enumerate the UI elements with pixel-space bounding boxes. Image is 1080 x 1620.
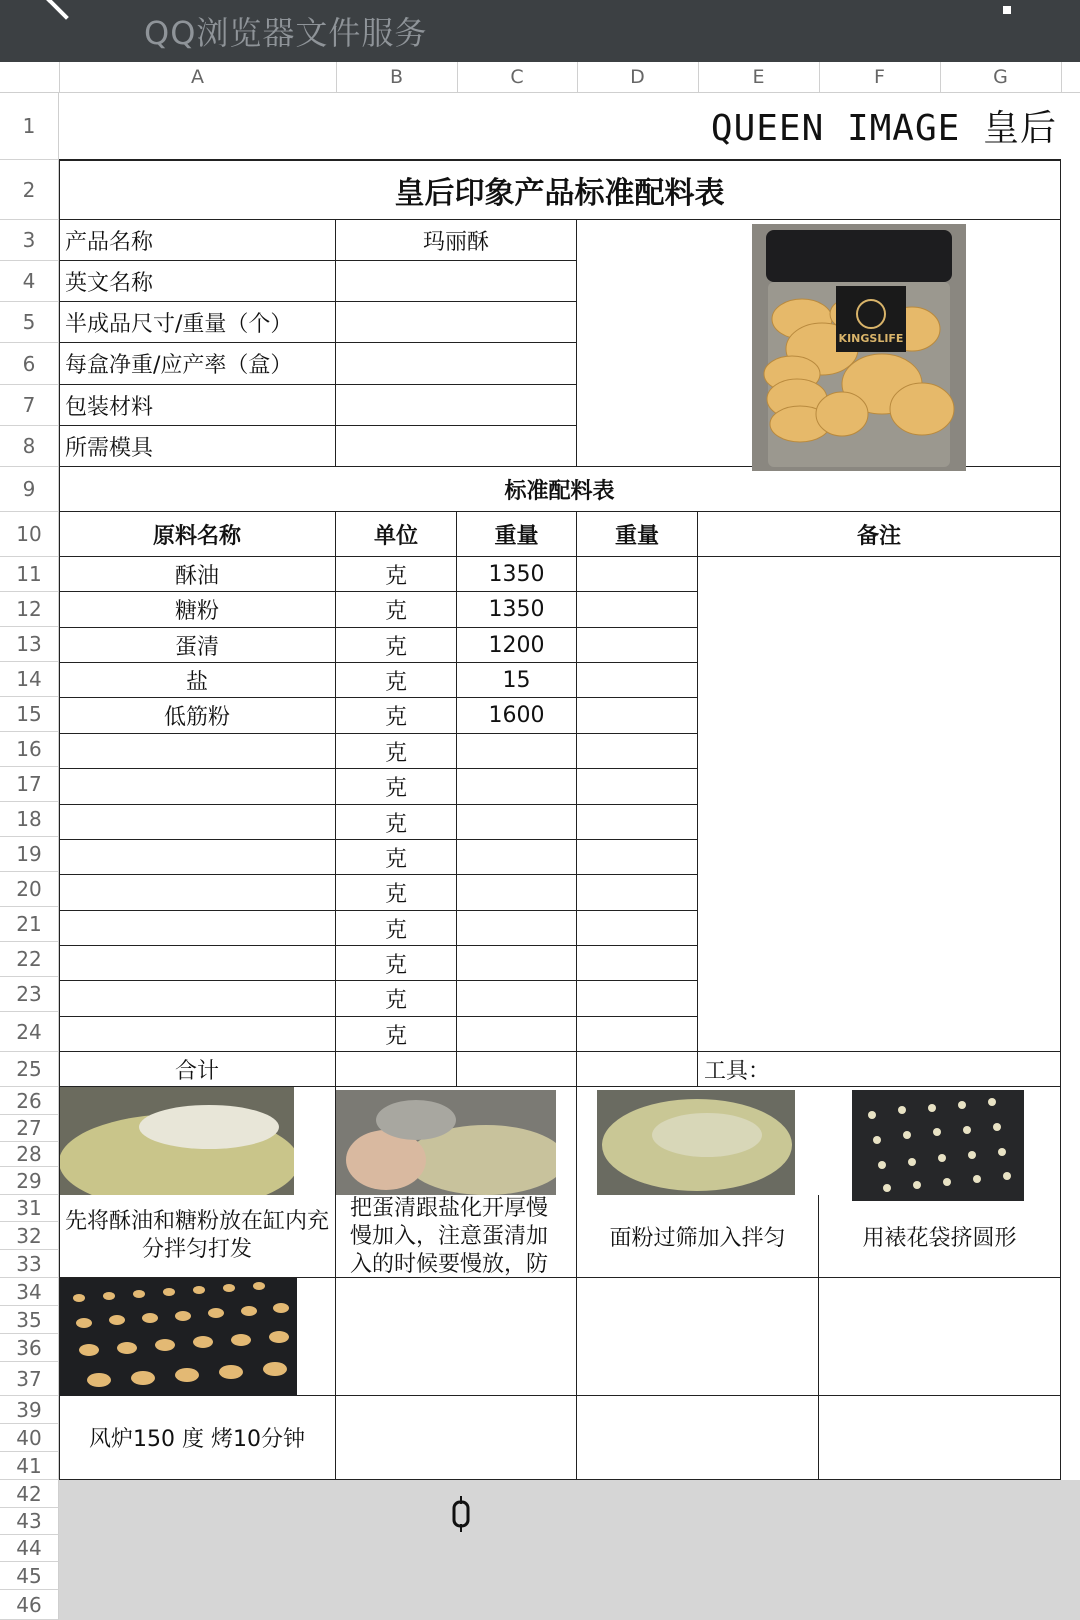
label-product-name[interactable]: 产品名称 — [59, 220, 336, 261]
ingredient-name[interactable] — [59, 981, 336, 1017]
column-header-e[interactable]: E — [698, 62, 820, 92]
row-header[interactable]: 37 — [0, 1362, 59, 1396]
section-title[interactable]: 标准配料表 — [59, 467, 1061, 512]
row-header[interactable]: 15 — [0, 697, 59, 732]
row-header[interactable]: 44 — [0, 1535, 59, 1562]
row-header[interactable]: 31 — [0, 1195, 59, 1222]
row-header[interactable]: 8 — [0, 426, 59, 467]
column-header-a[interactable]: A — [59, 62, 337, 92]
row-header[interactable]: 14 — [0, 662, 59, 697]
row-header[interactable]: 16 — [0, 732, 59, 767]
empty-step-cell[interactable] — [577, 1396, 819, 1480]
empty-step-cell[interactable] — [819, 1396, 1061, 1480]
empty-grid-area — [59, 1480, 1080, 1620]
ingredient-weight-2[interactable] — [577, 698, 698, 734]
table-left-border — [59, 160, 60, 1480]
ingredient-weight[interactable]: 1350 — [457, 592, 577, 628]
row-header[interactable]: 3 — [0, 220, 59, 261]
browser-top-bar — [0, 0, 1080, 62]
corner-cell[interactable] — [0, 62, 60, 92]
column-header-f[interactable]: F — [819, 62, 941, 92]
grid-line — [940, 1480, 941, 1620]
row-header[interactable]: 39 — [0, 1396, 59, 1424]
row-header[interactable]: 21 — [0, 907, 59, 942]
header-weight-2[interactable]: 重量 — [577, 512, 698, 557]
row-header[interactable]: 35 — [0, 1306, 59, 1334]
ingredient-unit[interactable]: 克 — [336, 946, 457, 981]
ingredient-name[interactable] — [59, 911, 336, 946]
row-header[interactable]: 10 — [0, 512, 59, 557]
row-header[interactable]: 28 — [0, 1142, 59, 1167]
row-header[interactable]: 5 — [0, 302, 59, 343]
step-3-text[interactable]: 面粉过筛加入拌匀 — [577, 1195, 819, 1278]
ingredient-unit[interactable]: 克 — [336, 1017, 457, 1052]
row-header[interactable]: 4 — [0, 261, 59, 302]
row-header[interactable]: 17 — [0, 767, 59, 802]
label-box-weight[interactable]: 每盒净重/应产率（盒） — [59, 343, 336, 385]
ingredient-weight[interactable] — [457, 911, 577, 946]
grid-line — [577, 1480, 578, 1620]
value-packaging[interactable] — [336, 385, 577, 426]
row-header[interactable]: 9 — [0, 467, 59, 512]
ingredient-unit[interactable]: 克 — [336, 698, 457, 734]
ingredient-unit[interactable]: 克 — [336, 981, 457, 1017]
column-header-b[interactable]: B — [336, 62, 458, 92]
step-5-text[interactable]: 风炉150 度 烤10分钟 — [59, 1396, 336, 1480]
empty-step-cell[interactable] — [577, 1278, 819, 1396]
ingredient-weight[interactable] — [457, 805, 577, 840]
header-weight-1[interactable]: 重量 — [457, 512, 577, 557]
ingredient-weight-2[interactable] — [577, 946, 698, 981]
ingredient-name[interactable]: 低筋粉 — [59, 698, 336, 734]
tools-label[interactable]: 工具： — [698, 1052, 1061, 1087]
step-1-photo — [59, 1087, 294, 1195]
ingredient-unit[interactable]: 克 — [336, 805, 457, 840]
row-header[interactable]: 36 — [0, 1334, 59, 1362]
row-header[interactable]: 29 — [0, 1167, 59, 1195]
row-header[interactable]: 33 — [0, 1250, 59, 1278]
row-header[interactable]: 12 — [0, 592, 59, 627]
row-header[interactable]: 26 — [0, 1087, 59, 1115]
ingredient-name[interactable] — [59, 769, 336, 805]
step-1-text[interactable]: 先将酥油和糖粉放在缸内充分拌匀打发 — [59, 1195, 336, 1278]
ingredient-unit[interactable]: 克 — [336, 557, 457, 592]
ingredient-name[interactable]: 盐 — [59, 663, 336, 698]
step-2-text[interactable]: 把蛋清跟盐化开厚慢慢加入，注意蛋清加入的时候要慢放，防 — [336, 1195, 577, 1278]
ingredient-weight[interactable] — [457, 946, 577, 981]
row-header[interactable]: 19 — [0, 837, 59, 872]
ingredient-weight-2[interactable] — [577, 911, 698, 946]
label-mold[interactable]: 所需模具 — [59, 426, 336, 467]
grid-line — [698, 1480, 699, 1620]
value-product-name[interactable]: 玛丽酥 — [336, 220, 577, 261]
ingredient-name[interactable] — [59, 946, 336, 981]
ingredient-name[interactable] — [59, 805, 336, 840]
step-4-text[interactable]: 用裱花袋挤圆形 — [819, 1195, 1061, 1278]
value-semi-size[interactable] — [336, 302, 577, 343]
row-header[interactable]: 32 — [0, 1222, 59, 1250]
remark-cell[interactable] — [698, 557, 1061, 1052]
back-arrow-icon[interactable] — [46, 0, 86, 20]
header-remark[interactable]: 备注 — [698, 512, 1061, 557]
ingredient-weight[interactable]: 1350 — [457, 557, 577, 592]
ingredient-unit[interactable]: 克 — [336, 875, 457, 911]
row-header[interactable]: 42 — [0, 1480, 59, 1508]
step-3-photo — [597, 1090, 795, 1195]
row-header[interactable]: 1 — [0, 92, 59, 160]
value-english-name[interactable] — [336, 261, 577, 302]
label-packaging[interactable]: 包装材料 — [59, 385, 336, 426]
ingredient-weight[interactable]: 1600 — [457, 698, 577, 734]
queen-image-logo: QUEEN IMAGE 皇后 — [710, 108, 1057, 149]
ingredient-weight-2[interactable] — [577, 734, 698, 769]
label-english-name[interactable]: 英文名称 — [59, 261, 336, 302]
row-header[interactable]: 45 — [0, 1562, 59, 1590]
total-unit[interactable] — [336, 1052, 457, 1087]
column-header-g[interactable]: G — [940, 62, 1062, 92]
q-logo-icon — [452, 1496, 470, 1532]
ingredient-weight-2[interactable] — [577, 840, 698, 875]
row-header[interactable]: 13 — [0, 627, 59, 662]
ingredient-name[interactable] — [59, 840, 336, 875]
sheet-title[interactable]: 皇后印象产品标准配料表 — [59, 160, 1061, 220]
total-label[interactable]: 合计 — [59, 1052, 336, 1087]
empty-step-cell[interactable] — [336, 1278, 577, 1396]
ingredient-weight[interactable] — [457, 840, 577, 875]
value-mold[interactable] — [336, 426, 577, 467]
ingredient-weight[interactable]: 1200 — [457, 628, 577, 663]
ingredient-unit[interactable]: 克 — [336, 628, 457, 663]
ingredient-weight[interactable] — [457, 981, 577, 1017]
empty-step-cell[interactable] — [336, 1396, 577, 1480]
ingredient-name[interactable]: 蛋清 — [59, 628, 336, 663]
row-header[interactable]: 2 — [0, 160, 59, 220]
row-header[interactable]: 41 — [0, 1452, 59, 1480]
cell-logo[interactable] — [59, 92, 1061, 160]
label-semi-size[interactable]: 半成品尺寸/重量（个） — [59, 302, 336, 343]
row-header[interactable]: 6 — [0, 343, 59, 385]
row-header[interactable]: 11 — [0, 557, 59, 592]
grid-line — [819, 1480, 820, 1620]
ingredient-name[interactable] — [59, 1017, 336, 1052]
ingredient-weight[interactable] — [457, 769, 577, 805]
total-weight-2[interactable] — [577, 1052, 698, 1087]
ingredient-weight[interactable] — [457, 1017, 577, 1052]
ingredient-weight[interactable] — [457, 734, 577, 769]
step-4-photo — [852, 1090, 1024, 1201]
total-weight-1[interactable] — [457, 1052, 577, 1087]
row-header[interactable]: 43 — [0, 1508, 59, 1535]
ingredient-weight-2[interactable] — [577, 628, 698, 663]
row-header[interactable]: 22 — [0, 942, 59, 977]
row-header[interactable]: 23 — [0, 977, 59, 1012]
empty-step-cell[interactable] — [819, 1278, 1061, 1396]
ingredient-unit[interactable]: 克 — [336, 734, 457, 769]
column-header-c[interactable]: C — [457, 62, 578, 92]
ingredient-weight[interactable] — [457, 875, 577, 911]
row-header[interactable]: 7 — [0, 385, 59, 426]
row-header[interactable]: 46 — [0, 1590, 59, 1620]
ingredient-weight-2[interactable] — [577, 663, 698, 698]
product-brand-label: KINGSLIFE — [838, 332, 904, 345]
ingredient-unit[interactable]: 克 — [336, 592, 457, 628]
ingredient-unit[interactable]: 克 — [336, 663, 457, 698]
ingredient-weight-2[interactable] — [577, 769, 698, 805]
ingredient-weight-2[interactable] — [577, 592, 698, 628]
ingredient-weight-2[interactable] — [577, 1017, 698, 1052]
ingredient-weight[interactable]: 15 — [457, 663, 577, 698]
ingredient-weight-2[interactable] — [577, 557, 698, 592]
header-ingredient[interactable]: 原料名称 — [59, 512, 336, 557]
step-5-photo — [59, 1278, 297, 1396]
more-icon[interactable] — [1003, 6, 1011, 14]
product-photo — [752, 224, 966, 471]
row-header[interactable]: 25 — [0, 1052, 59, 1087]
row-header[interactable]: 18 — [0, 802, 59, 837]
ingredient-name[interactable]: 糖粉 — [59, 592, 336, 628]
ingredient-name[interactable]: 酥油 — [59, 557, 336, 592]
column-header-d[interactable]: D — [577, 62, 699, 92]
ingredient-unit[interactable]: 克 — [336, 769, 457, 805]
row-header[interactable]: 20 — [0, 872, 59, 907]
grid-line — [1061, 1480, 1062, 1620]
row-header[interactable]: 27 — [0, 1115, 59, 1142]
row-header[interactable]: 24 — [0, 1012, 59, 1052]
header-unit[interactable]: 单位 — [336, 512, 457, 557]
ingredient-weight-2[interactable] — [577, 805, 698, 840]
step-2-photo — [336, 1090, 556, 1195]
ingredient-weight-2[interactable] — [577, 981, 698, 1017]
ingredient-name[interactable] — [59, 734, 336, 769]
grid-line — [336, 1480, 337, 1620]
ingredient-name[interactable] — [59, 875, 336, 911]
column-header-bar — [0, 62, 1080, 93]
ingredient-unit[interactable]: 克 — [336, 911, 457, 946]
value-box-weight[interactable] — [336, 343, 577, 385]
row-header[interactable]: 34 — [0, 1278, 59, 1306]
ingredient-weight-2[interactable] — [577, 875, 698, 911]
row-header[interactable]: 40 — [0, 1424, 59, 1452]
browser-title: QQ浏览器文件服务 — [144, 14, 428, 52]
ingredient-unit[interactable]: 克 — [336, 840, 457, 875]
